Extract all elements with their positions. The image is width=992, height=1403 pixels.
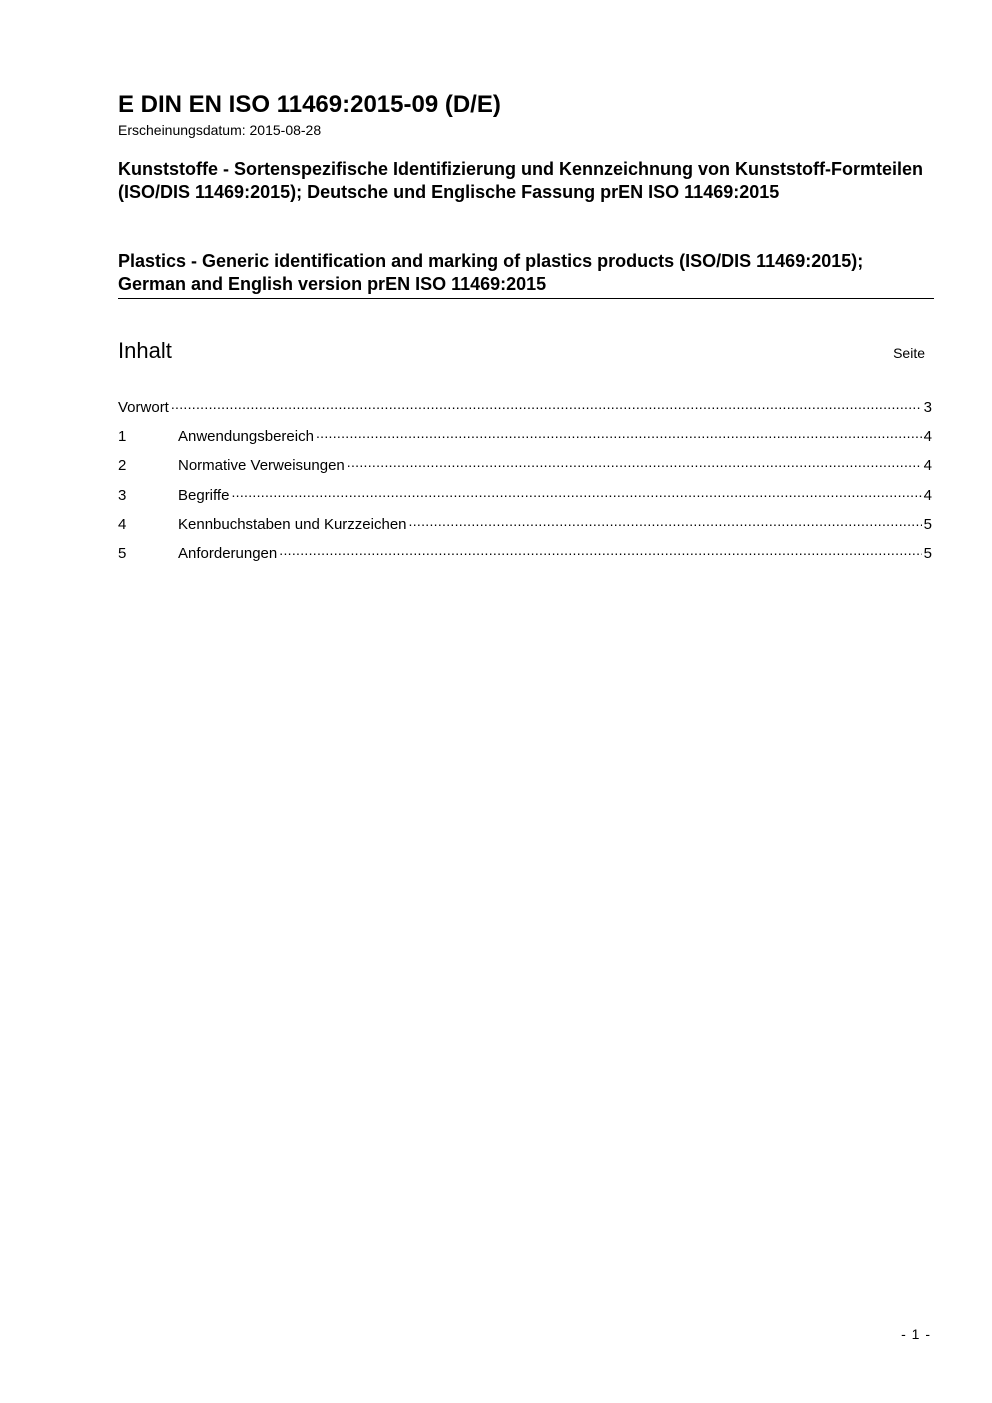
- toc-dot-leader: [171, 394, 922, 412]
- toc-entry-page: 3: [923, 399, 932, 416]
- page-number: - 1 -: [901, 1326, 931, 1342]
- toc-entry-title: Begriffe: [178, 486, 230, 504]
- german-title: Kunststoffe - Sortenspezifische Identifizierung und Kennzeichnung von Kunststoff-Formteilen (ISO/DIS 11469:2015); Deutsche und Englische Fassung prEN ISO 11469:2015: [118, 159, 924, 202]
- toc-entry-begriffe[interactable]: [118, 482, 932, 511]
- toc-dot-leader: [347, 452, 922, 470]
- toc-entry-title: Normative Verweisungen: [178, 457, 345, 475]
- toc-entry-title: Kennbuchstaben und Kurzzeichen: [178, 515, 407, 533]
- toc-entry-anwendungsbereich[interactable]: [118, 423, 932, 452]
- toc-entry-number: 3: [118, 486, 127, 504]
- toc-entry-page: 4: [923, 457, 932, 475]
- toc-entry-number: 4: [118, 515, 127, 533]
- toc-entry-number: 2: [118, 457, 127, 475]
- toc-heading: Inhalt: [118, 338, 172, 363]
- toc-entry-number: 1: [118, 428, 127, 446]
- table-of-contents: [118, 394, 932, 569]
- toc-dot-leader: [316, 423, 922, 441]
- toc-entry-page: 4: [923, 428, 932, 446]
- toc-entry-normative-verweisungen[interactable]: [118, 452, 932, 481]
- title-divider: [118, 298, 934, 299]
- toc-entry-kennbuchstaben[interactable]: [118, 511, 932, 540]
- toc-page-column-label: Seite: [893, 345, 925, 361]
- publication-date: Erscheinungsdatum: 2015-08-28: [118, 122, 322, 138]
- toc-entry-title: Anwendungsbereich: [178, 428, 314, 446]
- toc-entry-vorwort[interactable]: [118, 394, 932, 423]
- toc-entry-title: Vorwort: [118, 399, 169, 416]
- toc-entry-number: 5: [118, 544, 127, 562]
- document-id: E DIN EN ISO 11469:2015-09 (D/E): [118, 91, 501, 118]
- toc-entry-page: 5: [923, 544, 932, 562]
- toc-entry-page: 4: [923, 486, 932, 504]
- toc-entry-title: Anforderungen: [178, 544, 278, 562]
- toc-entry-page: 5: [923, 515, 932, 533]
- toc-entry-anforderungen[interactable]: [118, 540, 932, 569]
- english-title: Plastics - Generic identification and marking of plastics products (ISO/DIS 11469:2015); German and English version prEN ISO 11469:2015: [118, 251, 864, 294]
- toc-dot-leader: [231, 482, 921, 500]
- toc-dot-leader: [279, 540, 921, 558]
- toc-dot-leader: [409, 511, 922, 529]
